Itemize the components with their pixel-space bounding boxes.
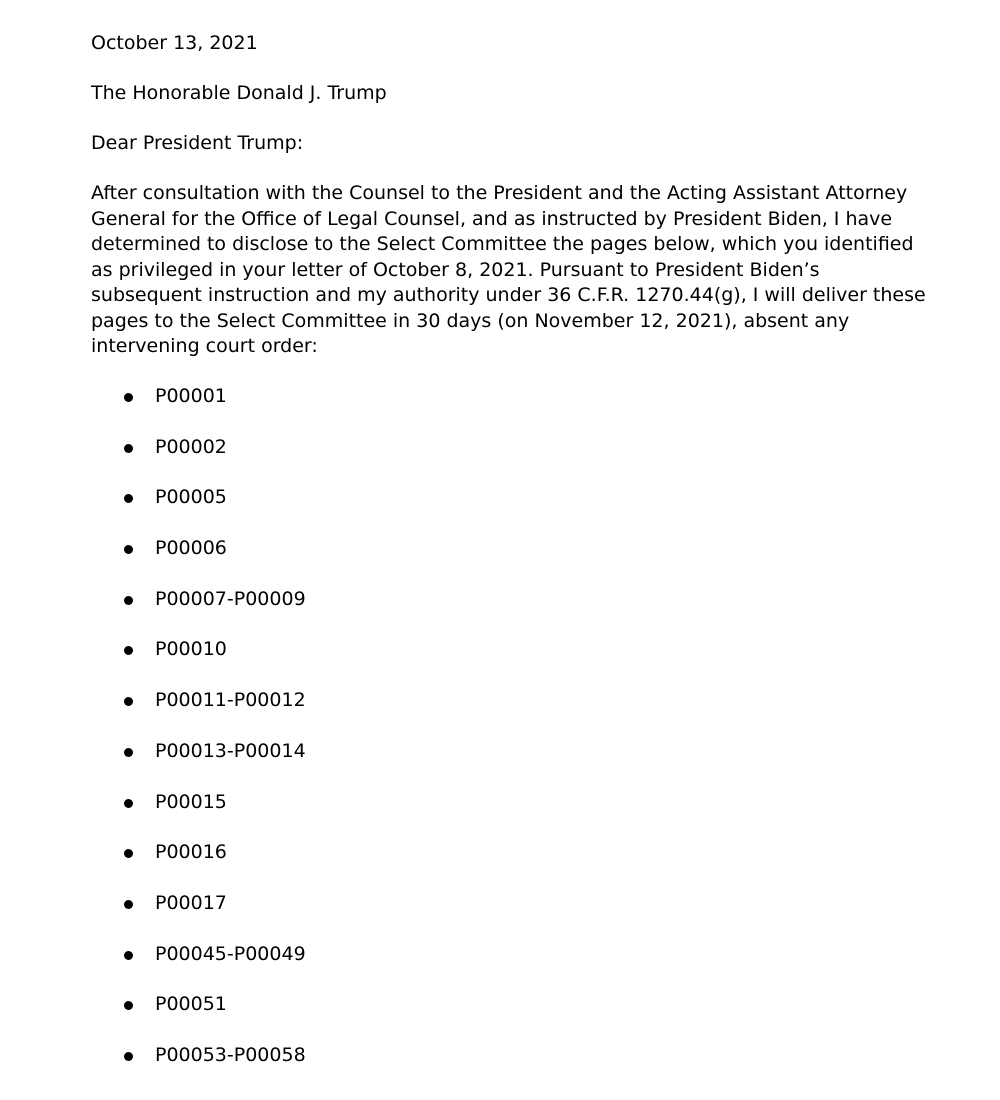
page-list-item [0,840,1000,891]
page-list-item [0,637,1000,688]
bullet-icon [124,646,133,655]
bullet-icon [124,1001,133,1010]
letter-recipient: The Honorable Donald J. Trump [91,82,387,104]
page-list [0,384,1000,1094]
bullet-icon [124,393,133,402]
page-list-item [0,485,1000,536]
page-list-item [0,587,1000,638]
bullet-icon [124,799,133,808]
page-range-label: P00006 [155,537,227,560]
letter-salutation: Dear President Trump: [91,132,304,154]
page-range-label: P00016 [155,841,227,864]
page-range-label: P00002 [155,435,227,458]
page-list-item [0,688,1000,739]
page-list-item [0,384,1000,435]
bullet-icon [124,596,133,605]
bullet-icon [124,748,133,757]
bullet-icon [124,494,133,503]
bullet-icon [124,900,133,909]
body-line: After consultation with the Counsel to the President and the Acting Assistant Attorney [91,182,908,204]
page-range-label: P00011-P00012 [155,689,306,712]
page-list-item [0,942,1000,993]
page-list-item [0,536,1000,587]
bullet-icon [124,951,133,960]
body-line: subsequent instruction and my authority under 36 C.F.R. 1270.44(g), I will deliver these [91,284,926,306]
page-range-label: P00013-P00014 [155,739,306,762]
page-range-label: P00001 [155,385,227,407]
bullet-icon [124,697,133,706]
body-line: General for the Office of Legal Counsel, and as instructed by President Biden, I have [91,207,893,230]
page-list-item [0,1043,1000,1094]
bullet-icon [124,1052,133,1061]
body-line: determined to disclose to the Select Committee the pages below, which you identified [91,233,914,255]
body-line: pages to the Select Committee in 30 days (on November 12, 2021), absent any [91,309,850,332]
body-line: as privileged in your letter of October 8, 2021. Pursuant to President Biden’s [91,258,820,281]
page-range-label: P00015 [155,790,227,813]
page-list-item [0,992,1000,1043]
bullet-icon [124,545,133,554]
letter-body [91,181,971,360]
page-range-label: P00045-P00049 [155,942,306,965]
letter-date: October 13, 2021 [91,32,258,54]
page-range-label: P00053-P00058 [155,1043,306,1066]
page-list-item [0,739,1000,790]
page-list-item [0,891,1000,942]
page-range-label: P00007-P00009 [155,587,306,610]
page-range-label: P00005 [155,486,227,509]
page-list-item [0,435,1000,486]
page-range-label: P00010 [155,638,227,661]
page-range-label: P00051 [155,993,227,1016]
page-list-item [0,790,1000,841]
bullet-icon [124,444,133,453]
page-range-label: P00017 [155,891,227,914]
bullet-icon [124,849,133,858]
body-line: intervening court order: [91,335,318,357]
